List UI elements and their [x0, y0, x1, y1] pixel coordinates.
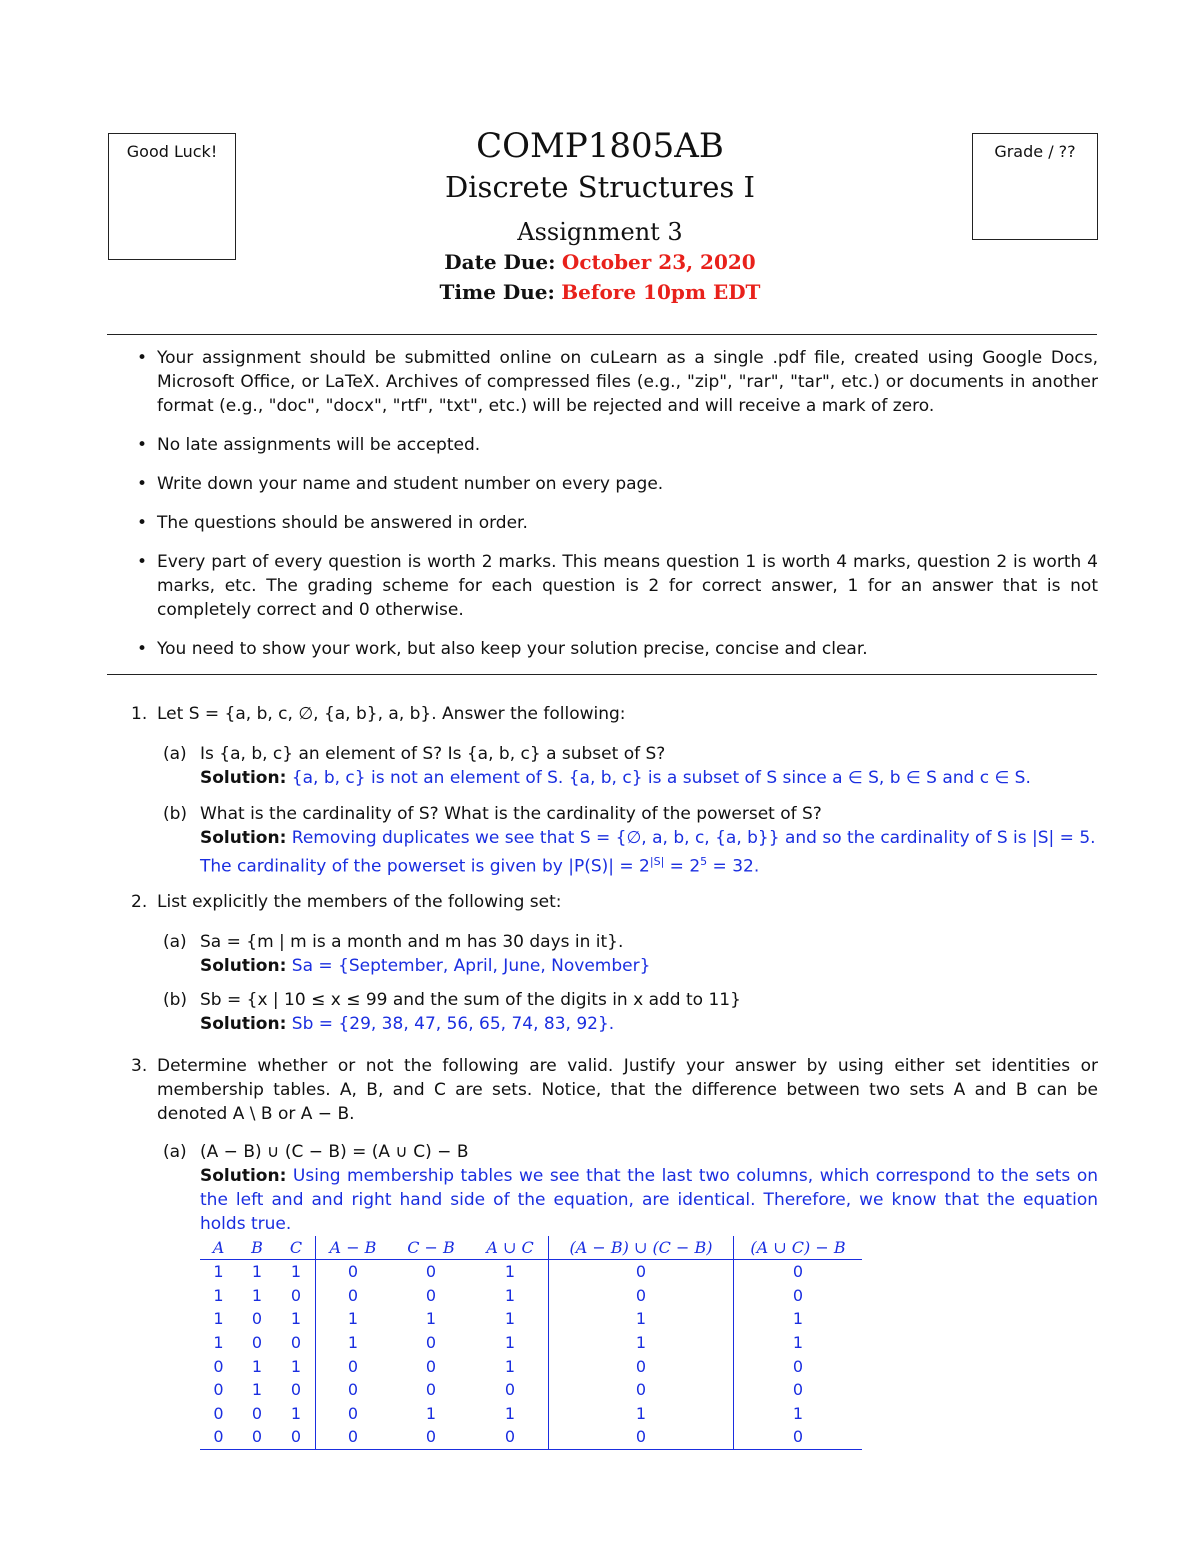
- table-cell: 0: [734, 1378, 863, 1402]
- table-cell: 1: [734, 1402, 863, 1426]
- table-cell: 0: [316, 1260, 391, 1284]
- table-cell: 0: [425, 1285, 437, 1305]
- table-row: [200, 1402, 862, 1426]
- time-due-value: Before 10pm EDT: [561, 280, 761, 304]
- table-cell: 1: [549, 1331, 734, 1355]
- solution-text: Using membership tables we see that the last two columns, which correspond to the sets on the left and and right hand side of the equation, are identical. Therefore, we know that the equation holds true.: [200, 1166, 1098, 1234]
- table-header-cell: A − B: [316, 1236, 391, 1260]
- instructions-list: [132, 346, 1098, 676]
- question-3: [131, 1054, 1098, 1126]
- table-row: [200, 1378, 862, 1402]
- table-row: [200, 1331, 862, 1355]
- table-header-cell: B: [237, 1236, 277, 1260]
- table-cell: 1: [290, 1262, 302, 1282]
- solution-label: Solution:: [200, 768, 287, 788]
- table-cell: 0: [200, 1425, 237, 1449]
- question-2a: [163, 930, 1098, 978]
- question-2b: [163, 988, 1098, 1036]
- table-cell: 1: [425, 1309, 437, 1329]
- course-code: COMP1805AB: [476, 126, 724, 166]
- table-cell: 0: [237, 1425, 277, 1449]
- table-cell: 1: [425, 1403, 437, 1423]
- question-text: Determine whether or not the following are valid. Justify your answer by using either set identities or membership tables. A, B, and C are sets. Notice, that the difference between two sets A and B can be denoted A \ B or A − B.: [157, 1056, 1098, 1124]
- part-text: Is {a, b, c} an element of S? Is {a, b, c} a subset of S?: [200, 744, 666, 764]
- solution: [200, 954, 1098, 978]
- table-cell: 1: [290, 1356, 302, 1376]
- table-cell: 1: [734, 1331, 863, 1355]
- table-cell: 0: [213, 1356, 224, 1376]
- membership-table: [200, 1236, 862, 1450]
- table-cell: 0: [425, 1356, 437, 1376]
- table-cell: 0: [504, 1380, 516, 1400]
- table-cell: 1: [213, 1309, 224, 1329]
- instruction-item: • You need to show your work, but also keep your solution precise, concise and clear.: [132, 637, 1098, 661]
- top-divider: [107, 334, 1097, 335]
- solution-exponent: 5: [700, 855, 708, 868]
- instruction-item: • The questions should be answered in order.: [132, 511, 1098, 535]
- table-cell: 1: [316, 1307, 391, 1331]
- table-header-cell: C − B: [390, 1236, 472, 1260]
- table-cell: 0: [213, 1380, 224, 1400]
- good-luck-label: Good Luck!: [126, 142, 218, 161]
- solution-text: Removing duplicates we see that S = {∅, a, b, c, {a, b}} and so the cardinality of S is |S| = 5.: [291, 828, 1096, 848]
- solution-part: The cardinality of the powerset is given by |P(S)| = 2: [200, 856, 650, 877]
- part-text: Sb = {x | 10 ≤ x ≤ 99 and the sum of the digits in x add to 11}: [200, 990, 741, 1010]
- table-cell: 0: [549, 1260, 734, 1284]
- table-row: [200, 1307, 862, 1331]
- table-cell: 0: [425, 1262, 437, 1282]
- table-cell: 1: [504, 1309, 516, 1329]
- table-cell: 1: [251, 1285, 263, 1305]
- table-cell: 1: [290, 1403, 302, 1423]
- table-cell: 0: [549, 1354, 734, 1378]
- table-cell: 0: [390, 1425, 472, 1449]
- table-cell: 1: [504, 1403, 516, 1423]
- table-row: [200, 1284, 862, 1308]
- table-cell: 1: [213, 1285, 224, 1305]
- part-label: (b): [163, 990, 188, 1010]
- grade-label: Grade / ??: [994, 142, 1076, 161]
- table-cell: 0: [734, 1354, 863, 1378]
- solution-part: = 32.: [707, 856, 760, 877]
- table-cell: 1: [251, 1380, 263, 1400]
- solution-label: Solution:: [200, 956, 287, 976]
- table-header-cell: A ∪ C: [472, 1236, 549, 1260]
- time-due: [0, 280, 1200, 304]
- table-header-cell: (A ∪ C) − B: [734, 1236, 863, 1260]
- solution: [200, 1164, 1098, 1236]
- table-cell: 1: [213, 1262, 224, 1282]
- table-cell: 1: [213, 1333, 224, 1353]
- solution-label: Solution:: [200, 828, 287, 848]
- date-due-value: October 23, 2020: [561, 250, 756, 274]
- question-text: List explicitly the members of the following set:: [157, 892, 562, 912]
- solution: [200, 766, 1098, 790]
- solution-label: Solution:: [200, 1166, 287, 1186]
- table-cell: 0: [734, 1284, 863, 1308]
- question-2: [131, 890, 1098, 914]
- table-cell: 1: [504, 1285, 516, 1305]
- table-cell: 1: [734, 1307, 863, 1331]
- table-cell: 0: [734, 1260, 863, 1284]
- table-cell: 0: [251, 1403, 263, 1423]
- instruction-item: • Write down your name and student number on every page.: [132, 472, 1098, 496]
- table-cell: 1: [251, 1356, 263, 1376]
- table-cell: 0: [472, 1425, 549, 1449]
- date-due: [0, 250, 1200, 274]
- table-body: [200, 1260, 862, 1450]
- part-label: (a): [163, 744, 187, 764]
- table-cell: 0: [251, 1333, 263, 1353]
- table-header-row: [200, 1236, 862, 1260]
- table-cell: 0: [213, 1403, 224, 1423]
- table-cell: 0: [290, 1380, 302, 1400]
- table-cell: 0: [251, 1309, 263, 1329]
- date-due-label: Date Due:: [444, 250, 556, 274]
- table-cell: 1: [251, 1262, 263, 1282]
- table-cell: 0: [549, 1425, 734, 1449]
- table-cell: 1: [549, 1307, 734, 1331]
- table-cell: 1: [504, 1356, 516, 1376]
- table-cell: 1: [549, 1402, 734, 1426]
- solution-text: {a, b, c} is not an element of S. {a, b, c} is a subset of S since a ∈ S, b ∈ S and c ∈ S.: [291, 768, 1031, 788]
- table-cell: 0: [549, 1378, 734, 1402]
- table-cell: 0: [425, 1333, 437, 1353]
- part-text: (A − B) ∪ (C − B) = (A ∪ C) − B: [200, 1142, 469, 1162]
- table-cell: 0: [425, 1380, 437, 1400]
- table-cell: 1: [316, 1331, 391, 1355]
- course-name: Discrete Structures I: [445, 170, 755, 204]
- question-3a: [163, 1140, 1098, 1236]
- table-cell: 1: [504, 1333, 516, 1353]
- part-label: (a): [163, 932, 187, 952]
- part-label: (a): [163, 1142, 187, 1162]
- part-text: Sa = {m | m is a month and m has 30 days in it}.: [200, 932, 624, 952]
- table-row: [200, 1354, 862, 1378]
- table-header-cell: C: [277, 1236, 316, 1260]
- bottom-divider: [107, 674, 1097, 675]
- instruction-item: • Your assignment should be submitted online on cuLearn as a single .pdf file, created using Google Docs, Microsoft Office, or LaTeX. Archives of compressed files (e.g., "zip", "rar", "tar", etc.) or documents in another format (e.g., "doc", "docx", "rtf", "txt", etc.) will be rejected and will receive a mark of zero.: [132, 346, 1098, 418]
- table-cell: 1: [290, 1309, 302, 1329]
- question-1: [131, 702, 1098, 726]
- question-1a: [163, 742, 1098, 790]
- time-due-label: Time Due:: [439, 280, 555, 304]
- solution-exponent: |S|: [649, 855, 665, 868]
- table-cell: 0: [290, 1333, 302, 1353]
- solution-text: Sb = {29, 38, 47, 56, 65, 74, 83, 92}.: [291, 1014, 615, 1034]
- table-header-cell: (A − B) ∪ (C − B): [549, 1236, 734, 1260]
- table-row: [200, 1425, 862, 1449]
- table-cell: 0: [316, 1284, 391, 1308]
- table-cell: 1: [504, 1262, 516, 1282]
- part-text: What is the cardinality of S? What is the cardinality of the powerset of S?: [200, 804, 822, 824]
- question-text: Let S = {a, b, c, ∅, {a, b}, a, b}. Answer the following:: [157, 704, 626, 724]
- table-row: [200, 1260, 862, 1284]
- table-cell: 0: [734, 1425, 863, 1449]
- question-number: 1.: [131, 704, 148, 724]
- assignment-title: Assignment 3: [517, 218, 683, 246]
- instruction-item: • Every part of every question is worth 2 marks. This means question 1 is worth 4 marks, question 2 is worth 4 marks, etc. The grading scheme for each question is 2 for correct answer, 1 for an answer that is not completely correct and 0 otherwise.: [132, 550, 1098, 622]
- solution-text-2: [200, 850, 1098, 879]
- question-1b: [163, 802, 1098, 879]
- table-header-cell: A: [200, 1236, 237, 1260]
- table-cell: 0: [316, 1425, 391, 1449]
- table-cell: 0: [316, 1378, 391, 1402]
- table-cell: 0: [316, 1402, 391, 1426]
- question-number: 2.: [131, 892, 148, 912]
- table-cell: 0: [549, 1284, 734, 1308]
- solution-label: Solution:: [200, 1014, 287, 1034]
- table-cell: 0: [316, 1354, 391, 1378]
- question-number: 3.: [131, 1056, 148, 1076]
- solution-part: = 2: [664, 856, 701, 877]
- solution: [200, 1012, 1098, 1036]
- part-label: (b): [163, 804, 188, 824]
- solution-text: Sa = {September, April, June, November}: [291, 956, 651, 976]
- instruction-item: • No late assignments will be accepted.: [132, 433, 1098, 457]
- table-cell: 0: [290, 1285, 302, 1305]
- solution: [200, 826, 1098, 850]
- table-cell: 0: [277, 1425, 316, 1449]
